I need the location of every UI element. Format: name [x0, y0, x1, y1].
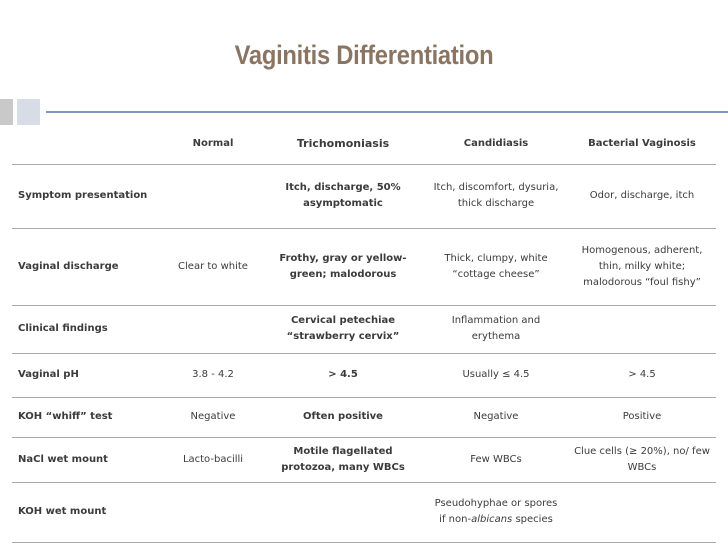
cell-trichomoniasis: Motile flagellated protozoa, many WBCs: [262, 437, 424, 482]
candid-text-pre: Pseudohyphae or spores if non-: [434, 498, 558, 525]
cell-trichomoniasis: Frothy, gray or yellow-green; malodorous: [262, 228, 424, 305]
cell-normal: Negative: [164, 397, 262, 437]
cell-trichomoniasis: Itch, discharge, 50% asymptomatic: [262, 164, 424, 228]
deco-square-blue: [17, 99, 40, 125]
table-row: [12, 437, 716, 482]
cell-normal: [164, 164, 262, 228]
header-candidiasis: Candidiasis: [424, 124, 568, 164]
deco-square-gray: [0, 99, 13, 125]
table-row: [12, 353, 716, 397]
cell-trichomoniasis: > 4.5: [262, 353, 424, 397]
header-bacterial-vaginosis: Bacterial Vaginosis: [568, 124, 716, 164]
table-row: [12, 228, 716, 305]
cell-normal: Clear to white: [164, 228, 262, 305]
header-normal: Normal: [164, 124, 262, 164]
candid-text-post: species: [512, 514, 553, 525]
header-trichomoniasis: Trichomoniasis: [262, 124, 424, 164]
cell-trichomoniasis: Cervical petechiae “strawberry cervix”: [262, 305, 424, 353]
row-label: Clinical findings: [12, 305, 164, 353]
decorative-squares: [0, 99, 40, 125]
row-label: KOH wet mount: [12, 482, 164, 542]
title-divider-line: [46, 111, 728, 113]
cell-bacterial-vaginosis: [568, 305, 716, 353]
cell-bacterial-vaginosis: Positive: [568, 397, 716, 437]
candid-text-italic: albicans: [471, 514, 513, 525]
table-row: [12, 397, 716, 437]
cell-normal: 3.8 - 4.2: [164, 353, 262, 397]
row-label: Symptom presentation: [12, 164, 164, 228]
cell-bacterial-vaginosis: [568, 482, 716, 542]
cell-candidiasis: Usually ≤ 4.5: [424, 353, 568, 397]
cell-candidiasis: Few WBCs: [424, 437, 568, 482]
cell-bacterial-vaginosis: Clue cells (≥ 20%), no/ few WBCs: [568, 437, 716, 482]
table-row: [12, 164, 716, 228]
cell-trichomoniasis: [262, 482, 424, 542]
row-label: Vaginal pH: [12, 353, 164, 397]
header-empty: [12, 124, 164, 164]
cell-bacterial-vaginosis: > 4.5: [568, 353, 716, 397]
cell-candidiasis: Inflammation and erythema: [424, 305, 568, 353]
cell-bacterial-vaginosis: Homogenous, adherent, thin, milky white; malodorous “foul fishy”: [568, 228, 716, 305]
cell-normal: Lacto-bacilli: [164, 437, 262, 482]
row-label: KOH “whiff” test: [12, 397, 164, 437]
differentiation-table: [12, 124, 716, 543]
row-label: Vaginal discharge: [12, 228, 164, 305]
cell-candidiasis: Negative: [424, 397, 568, 437]
cell-candidiasis: [424, 482, 568, 542]
slide-title: Vaginitis Differentiation: [234, 40, 494, 70]
row-label: NaCl wet mount: [12, 437, 164, 482]
cell-bacterial-vaginosis: Odor, discharge, itch: [568, 164, 716, 228]
cell-normal: [164, 305, 262, 353]
cell-candidiasis: Thick, clumpy, white “cottage cheese”: [424, 228, 568, 305]
header-row: [12, 124, 716, 164]
table-row: [12, 305, 716, 353]
table-row: [12, 482, 716, 542]
cell-trichomoniasis: Often positive: [262, 397, 424, 437]
cell-candidiasis: Itch, discomfort, dysuria, thick discharge: [424, 164, 568, 228]
cell-normal: [164, 482, 262, 542]
